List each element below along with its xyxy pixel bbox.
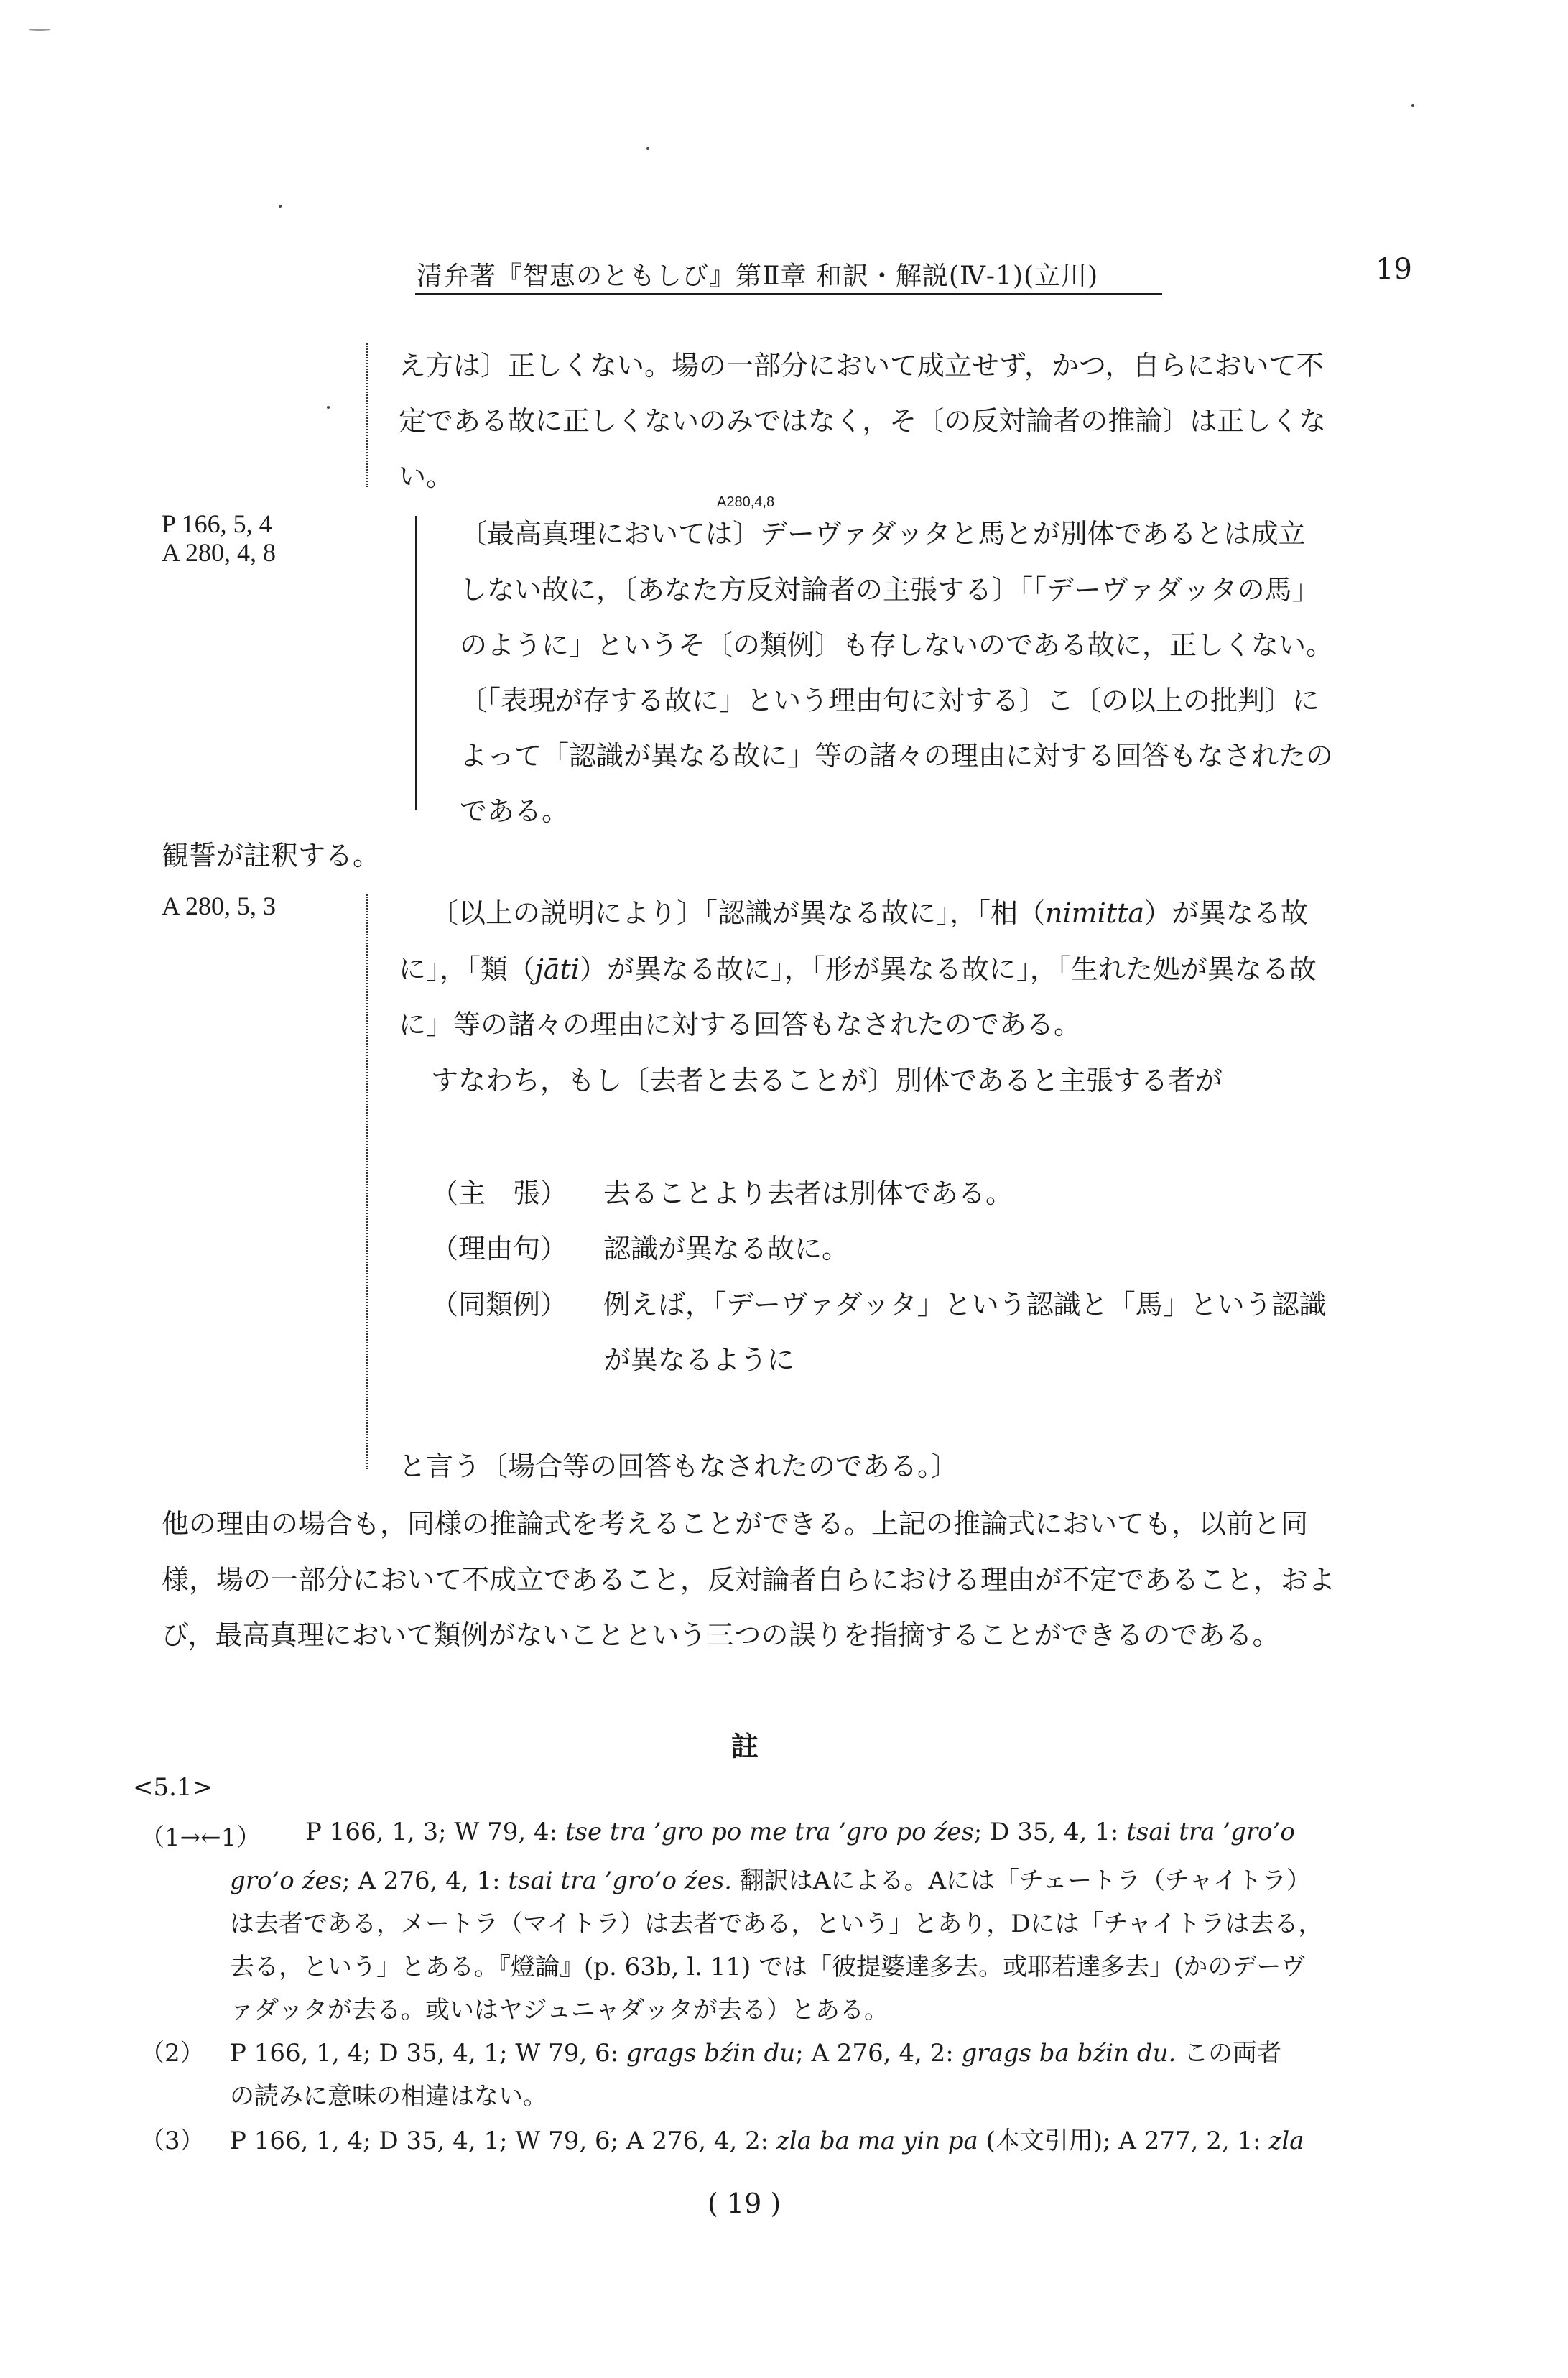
- scan-speck: [327, 406, 330, 409]
- syllogism-text: が異なるように: [603, 1344, 795, 1376]
- header-page-number: 19: [1376, 253, 1412, 286]
- note-line: [305, 1818, 1295, 1846]
- syllogism-label: （同類例）: [431, 1289, 568, 1320]
- block3-text: ）が異なる故: [1144, 897, 1309, 929]
- inline-reference: A280,4,8: [717, 494, 775, 510]
- block2-line: よって「認識が異なる故に」等の諸々の理由に対する回答もなされたの: [460, 740, 1334, 772]
- syllogism-text: 例えば，「デーヴァダッタ」という認識と「馬」という認識: [603, 1289, 1327, 1320]
- note-line: の読みに意味の相違はない。: [230, 2082, 547, 2111]
- block1-line: え方は〕正しくない。場の一部分において成立せず，かつ，自らにおいて不: [399, 350, 1324, 381]
- block1-line: い。: [399, 461, 454, 492]
- block2-line: のように」というそ〔の類例〕も存しないのである故に，正しくない。: [460, 629, 1334, 661]
- scan-speck: [1411, 104, 1414, 107]
- note-text: この両者: [1176, 2039, 1282, 2068]
- block1-line: 定である故に正しくないのみではなく，そ〔の反対論者の推論〕は正しくな: [399, 405, 1327, 437]
- note-text: P 166, 1, 3; W 79, 4:: [305, 1818, 565, 1846]
- quote-rule-dotted: [366, 894, 368, 1469]
- tibetan-text: tsai tra ’gro’o: [1126, 1818, 1295, 1846]
- block2-line: 〔最高真理においては〕デーヴァダッタと馬とが別体であるとは成立: [460, 518, 1306, 550]
- note-line: [230, 1861, 1311, 1896]
- quote-rule-dotted: [366, 343, 368, 487]
- syllogism-label: （主 張）: [431, 1178, 568, 1209]
- notes-section-number: <5.1>: [133, 1773, 213, 1802]
- note-text: ; A 276, 4, 2:: [795, 2039, 962, 2068]
- syllogism-text: 去ることより去者は別体である。: [603, 1178, 1013, 1209]
- note-line: は去者である，メートラ（マイトラ）は去者である，という」とあり，Dには「チャイトラは去る，: [230, 1910, 1323, 1938]
- tibetan-text: tse tra ’gro po me tra ’gro po źes: [565, 1818, 974, 1846]
- sanskrit-term: nimitta: [1045, 897, 1145, 929]
- note-text: ; A 276, 4, 1:: [342, 1866, 509, 1895]
- scan-speck: [279, 205, 282, 208]
- margin-ref-peking: P 166, 5, 4: [162, 509, 272, 538]
- note-line: [230, 2033, 1281, 2068]
- tibetan-text: tsai tra ’gro’o źes.: [508, 1866, 733, 1895]
- body-paragraph-line: 様，場の一部分において不成立であること，反対論者自らにおける理由が不定であること，およ: [162, 1564, 1336, 1596]
- block3-text: 〔以上の説明により〕「認識が異なる故に」，「相（: [431, 897, 1046, 929]
- block3-line: すなわち，もし〔去者と去ることが〕別体であると主張する者が: [431, 1065, 1223, 1096]
- margin-ref-a: A 280, 4, 8: [162, 538, 277, 567]
- note-text: ; D 35, 4, 1:: [973, 1818, 1127, 1846]
- notes-heading: 註: [731, 1730, 759, 1762]
- sanskrit-term: jāti: [535, 953, 580, 985]
- block2-line: 〔「表現が存する故に」という理由句に対する〕こ〔の以上の批判〕に: [460, 685, 1320, 716]
- running-header-title: 清弁著『智恵のともしび』第Ⅱ章 和訳・解説(Ⅳ-1)(立川): [417, 262, 1099, 291]
- quote-rule-solid: [415, 516, 417, 810]
- footer-page-label: ( 19 ): [708, 2188, 781, 2219]
- note-text: (本文引用); A 277, 2, 1:: [978, 2127, 1269, 2155]
- tibetan-text: gro’o źes: [230, 1866, 343, 1895]
- block3-line: [431, 891, 1308, 930]
- block3-closing: と言う〔場合等の回答もなされたのである。〕: [399, 1451, 959, 1482]
- note-number: （1→←1）: [140, 1823, 261, 1852]
- block2-line: しない故に，〔あなた方反対論者の主張する〕「「デーヴァダッタの馬」: [460, 574, 1319, 606]
- block3-line: に」等の諸々の理由に対する回答もなされたのである。: [399, 1009, 1082, 1040]
- tibetan-text: grags ba bźin du.: [961, 2039, 1177, 2068]
- scan-speck: [646, 147, 649, 150]
- note-number: （3）: [140, 2127, 205, 2155]
- body-paragraph-line: び，最高真理において類例がないことという三つの誤りを指摘することができるのである。: [162, 1619, 1280, 1651]
- tibetan-text: grags bźin du: [626, 2039, 796, 2068]
- header-rule: [415, 293, 1162, 295]
- note-text: 翻訳はAによる。Aには「チェートラ（チャイトラ）: [732, 1866, 1311, 1895]
- block3-text: に」，「類（: [399, 953, 536, 985]
- body-paragraph-line: 他の理由の場合も，同様の推論式を考えることができる。上記の推論式においても，以前と同: [162, 1508, 1309, 1540]
- note-text: P 166, 1, 4; D 35, 4, 1; W 79, 6:: [230, 2039, 626, 2068]
- syllogism-text: 認識が異なる故に。: [603, 1233, 850, 1264]
- note-line: [230, 2121, 1304, 2156]
- tibetan-text: zla ba ma yin pa: [776, 2127, 978, 2155]
- note-line: ァダッタが去る。或いはヤジュニャダッタが去る）とある。: [230, 1996, 889, 2025]
- block2-line: である。: [460, 795, 570, 827]
- commentary-intro: 観誓が註釈する。: [162, 840, 381, 871]
- block3-line: [399, 947, 1317, 986]
- note-number: （2）: [140, 2039, 205, 2068]
- tibetan-text: zla: [1268, 2127, 1304, 2155]
- margin-ref-a: A 280, 5, 3: [162, 892, 277, 920]
- syllogism-label: （理由句）: [431, 1233, 568, 1264]
- scan-speck: [29, 29, 50, 31]
- block3-text: ）が異なる故に」，「形が異なる故に」，「生れた処が異なる故: [579, 953, 1317, 985]
- note-line: 去る，という」とある。『燈論』(p. 63b, l. 11) では「彼提婆達多去。或耶若達多去」(かのデーヴ: [230, 1953, 1306, 1981]
- note-text: P 166, 1, 4; D 35, 4, 1; W 79, 6; A 276, 4, 2:: [230, 2127, 776, 2155]
